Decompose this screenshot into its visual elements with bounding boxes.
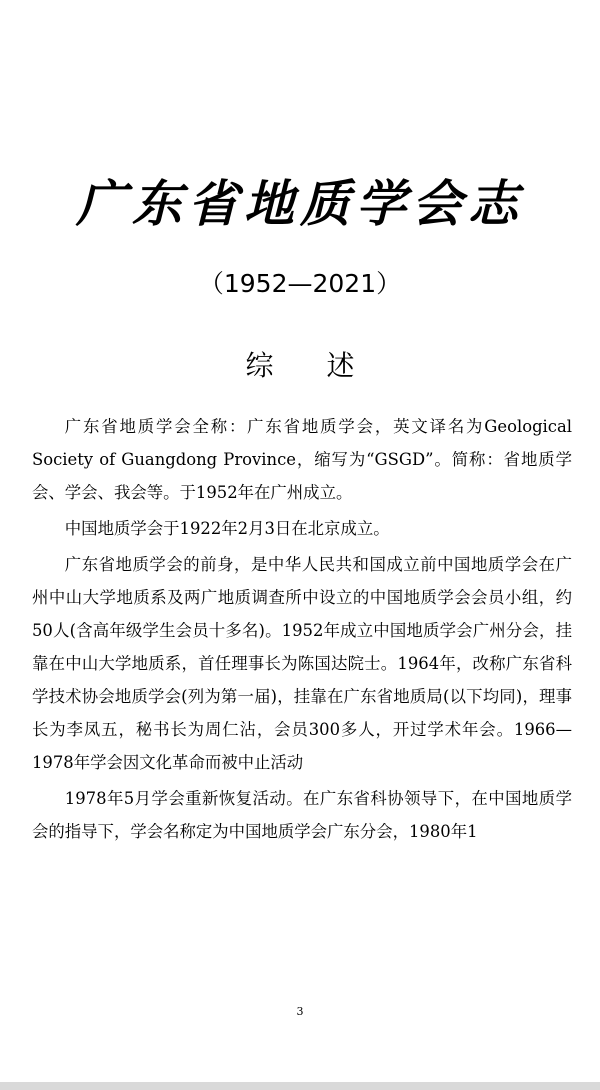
document-title: 广东省地质学会志 [76,174,524,233]
body-text [32,410,572,848]
paragraph: 广东省地质学会的前身，是中华人民共和国成立前中国地质学会在广州中山大学地质系及两广地质调查所中设立的中国地质学会会员小组，约50人(含高年级学生会员十多名)。1952年成立中国地质学会广州分会，挂靠在中山大学地质系，首任理事长为陈国达院士。1964年，改称广东省科学技术协会地质学会(列为第一届)，挂靠在广东省地质局(以下均同)，理事长为李凤五，秘书长为周仁沾，会员300多人，开过学术年会。1966—1978年学会因文化革命而被中止活动 [32,555,572,772]
page-number: 3 [296,1005,304,1018]
paragraph: 中国地质学会于1922年2月3日在北京成立。 [64,519,390,538]
section-title: 综 述 [245,349,377,382]
page-divider [0,1082,600,1090]
paragraph: 1978年5月学会重新恢复活动。在广东省科协领导下，在中国地质学会的指导下，学会名称定为中国地质学会广东分会，1980年1 [32,789,572,841]
year-range: （1952—2021） [198,269,402,298]
paragraph: 广东省地质学会全称：广东省地质学会，英文译名为Geological Society of Guangdong Province，缩写为“GSGD”。简称：省地质学会、学会、我会等。于1952年在广州成立。 [32,417,572,502]
